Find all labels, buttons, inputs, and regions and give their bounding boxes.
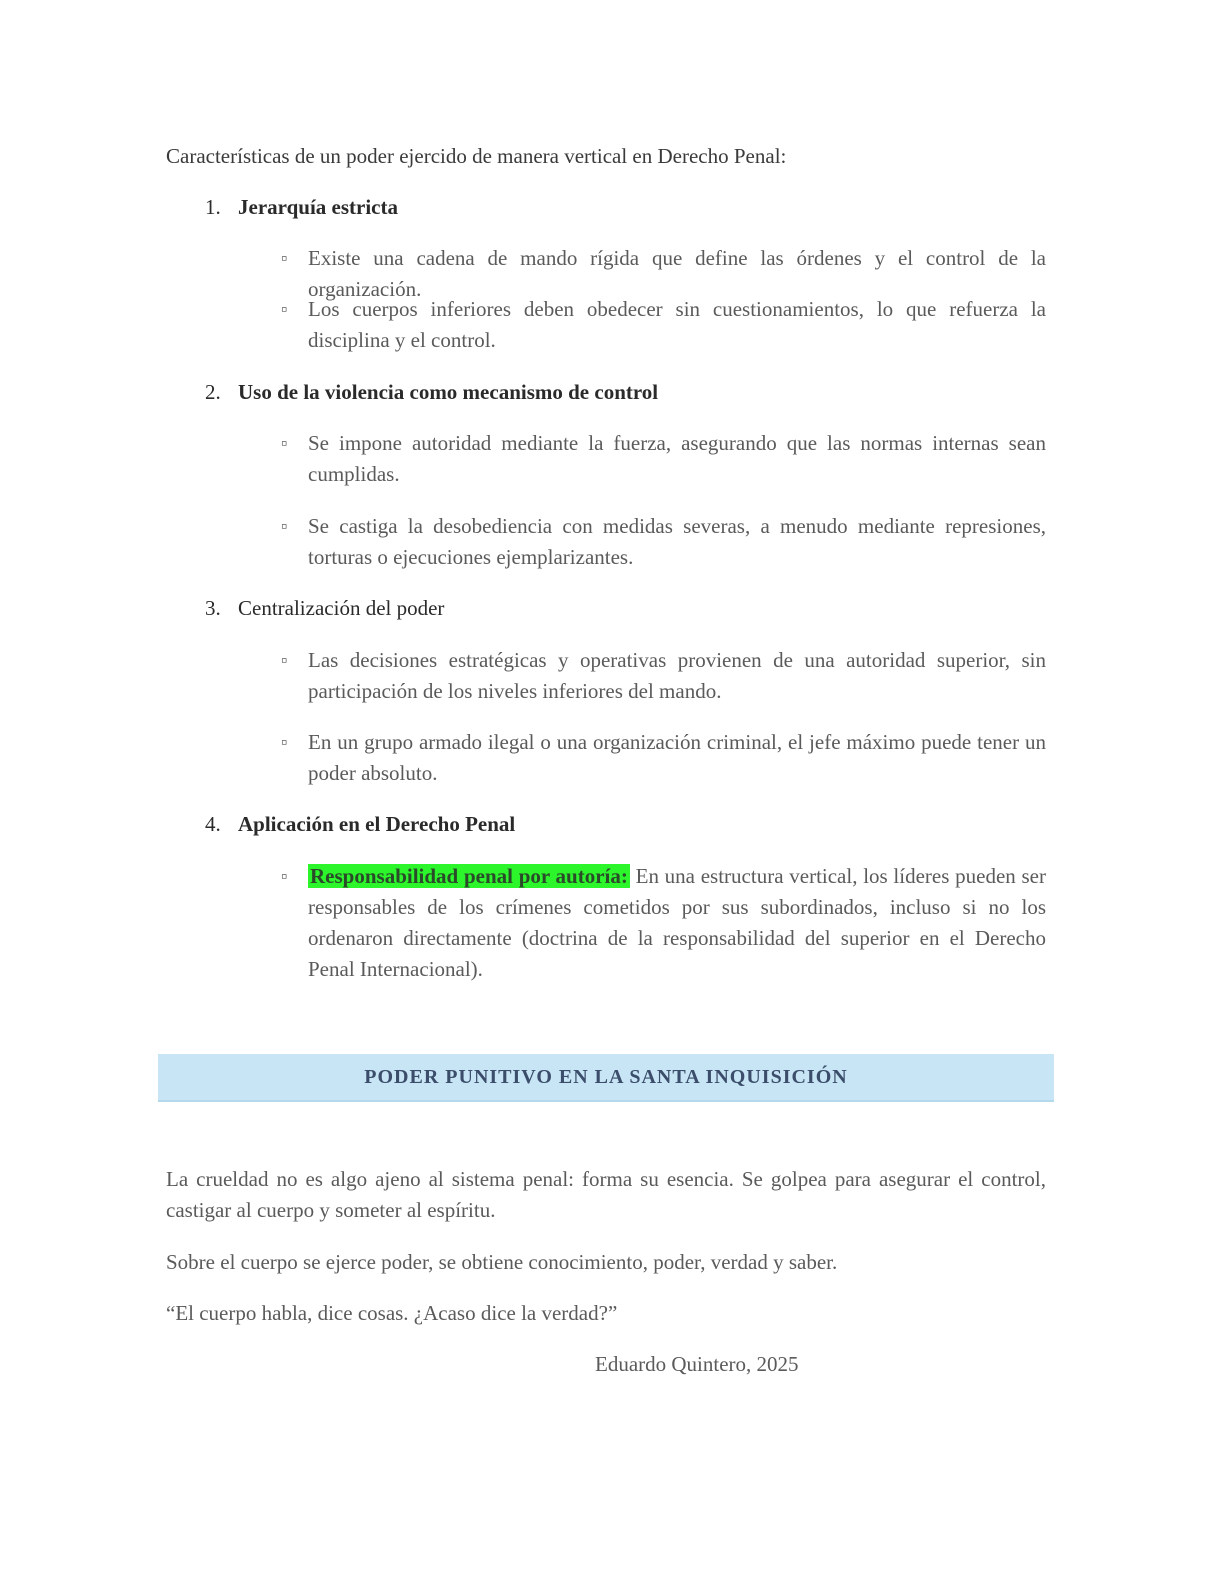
list-item: Las decisiones estratégicas y operativas provienen de una autoridad superior, sin participación de los niveles inferiores del mando.	[308, 648, 1046, 703]
section-title: Uso de la violencia como mecanismo de control	[238, 380, 659, 404]
list-item: Los cuerpos inferiores deben obedecer sin cuestionamientos, lo que refuerza la disciplina y el control.	[308, 297, 1046, 352]
section-number: 3.	[205, 596, 221, 620]
body-paragraph: La crueldad no es algo ajeno al sistema penal: forma su esencia. Se golpea para asegurar el control, castigar al cuerpo y someter al espíritu.	[166, 1167, 1046, 1222]
list-item: Se impone autoridad mediante la fuerza, asegurando que las normas internas sean cumplidas.	[308, 431, 1046, 486]
bullet-marker: ▫	[281, 516, 288, 536]
bullet-marker: ▫	[281, 866, 288, 886]
bullet-marker: ▫	[281, 732, 288, 752]
body-paragraph: Sobre el cuerpo se ejerce poder, se obtiene conocimiento, poder, verdad y saber.	[166, 1250, 838, 1274]
list-item: Existe una cadena de mando rígida que define las órdenes y el control de la organización.	[308, 246, 1046, 301]
bullet-marker: ▫	[281, 650, 288, 670]
list-item-text: En una estructura vertical, los líderes pueden ser responsables de los crímenes cometidos por sus subordinados, incluso si no los ordenaron directamente (doctrina de la responsabilidad del superior en el Derecho Penal Internacional).	[308, 864, 1047, 981]
bullet-marker: ▫	[281, 299, 288, 319]
section-title: Jerarquía estricta	[238, 195, 398, 219]
list-item: En un grupo armado ilegal o una organización criminal, el jefe máximo puede tener un poder absoluto.	[308, 730, 1046, 785]
banner-title: PODER PUNITIVO EN LA SANTA INQUISICIÓN	[364, 1065, 848, 1088]
signature: Eduardo Quintero, 2025	[595, 1352, 799, 1376]
section-number: 1.	[205, 195, 221, 219]
list-item	[308, 861, 1046, 985]
quote-paragraph: “El cuerpo habla, dice cosas. ¿Acaso dice la verdad?”	[166, 1301, 618, 1325]
list-item: Se castiga la desobediencia con medidas severas, a menudo mediante represiones, torturas o ejecuciones ejemplarizantes.	[308, 514, 1046, 569]
section-title: Centralización del poder	[238, 596, 445, 620]
intro-text: Características de un poder ejercido de manera vertical en Derecho Penal:	[166, 144, 787, 168]
bullet-marker: ▫	[281, 433, 288, 453]
bullet-marker: ▫	[281, 248, 288, 268]
highlighted-text: Responsabilidad penal por autoría:	[310, 864, 628, 888]
section-number: 4.	[205, 812, 221, 836]
section-title: Aplicación en el Derecho Penal	[238, 812, 516, 836]
section-banner	[158, 1054, 1054, 1102]
section-number: 2.	[205, 380, 221, 404]
